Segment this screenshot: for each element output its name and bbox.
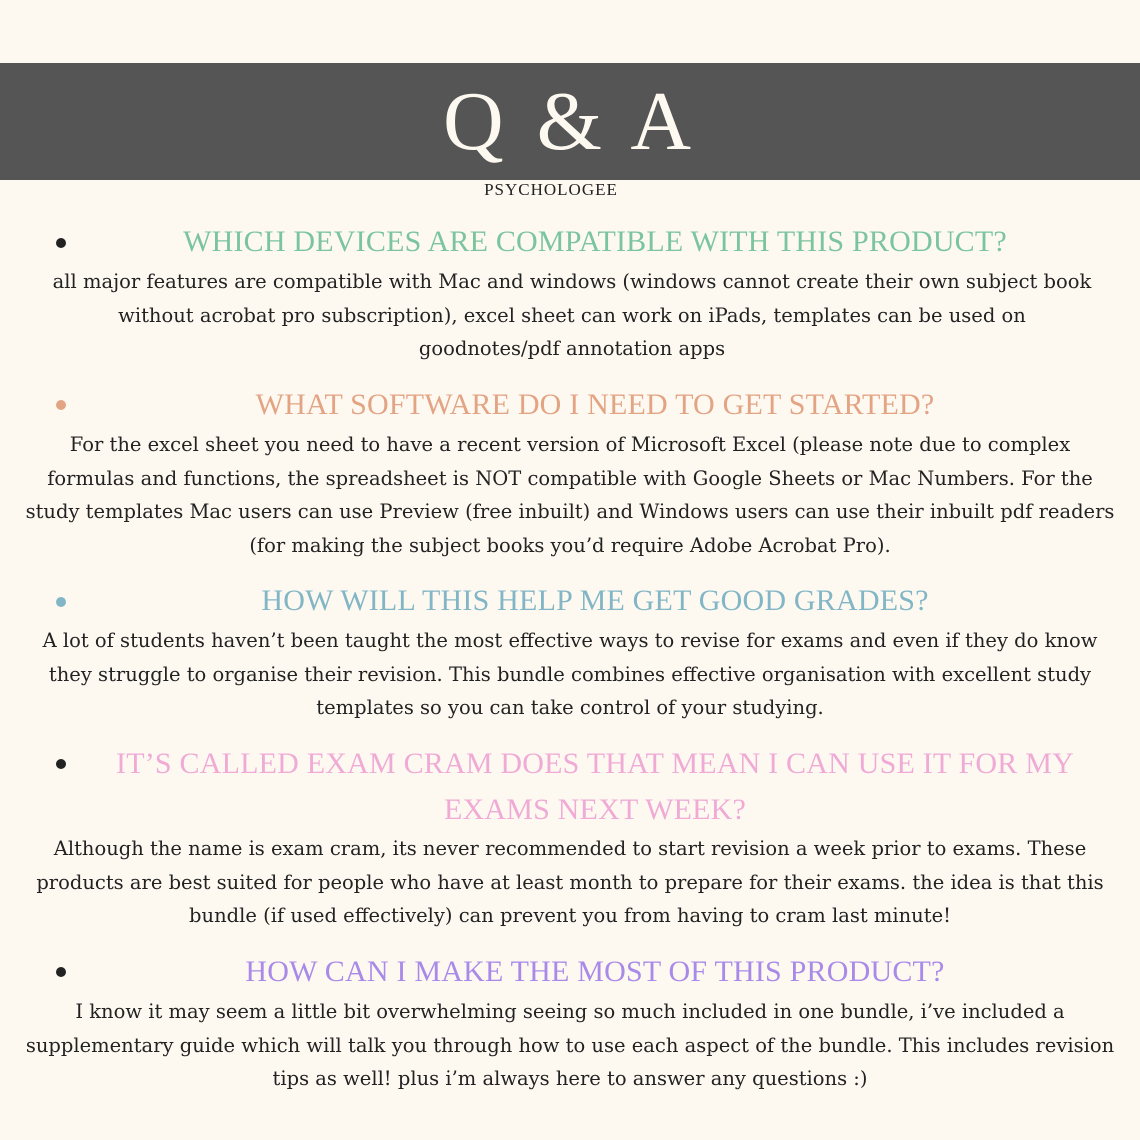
faq-question-3: HOW WILL THIS HELP ME GET GOOD GRADES? (261, 584, 929, 617)
page-title: Q & A (442, 75, 698, 168)
brand-subtitle: PSYCHOLOGEE (484, 180, 618, 199)
faq-answer-1: all major features are compatible with Mac and windows (windows cannot create their own subject book without acrobat pro subscription), excel sheet can work on iPads, templates can be used on goodnotes/pdf annotation apps (52, 270, 1092, 361)
bullet-icon (56, 759, 66, 769)
faq-question-4: IT’S CALLED EXAM CRAM DOES THAT MEAN I CAN USE IT FOR MY EXAMS NEXT WEEK? (116, 747, 1074, 826)
faq-answer-2: For the excel sheet you need to have a recent version of Microsoft Excel (please note due to complex formulas and functions, the spreadsheet is NOT compatible with Google Sheets or Mac Numbers. For the study templates Mac users can use Preview (free inbuilt) and Windows users can use their inbuilt pdf readers (for making the subject books you’d require Adobe Acrobat Pro). (25, 433, 1115, 558)
faq-question-5: HOW CAN I MAKE THE MOST OF THIS PRODUCT? (245, 955, 945, 988)
faq-answer-4: Although the name is exam cram, its never recommended to start revision a week prior to exams. These products are best suited for people who have at least month to prepare for their exams. the idea is that this bundle (if used effectively) can prevent you from having to cram last minute! (36, 837, 1104, 928)
faq-answer-3: A lot of students haven’t been taught the most effective ways to revise for exams and even if they do know they struggle to organise their revision. This bundle combines effective organisation with excellent study templates so you can take control of your studying. (42, 629, 1098, 720)
faq-question-1: WHICH DEVICES ARE COMPATIBLE WITH THIS PRODUCT? (183, 225, 1007, 258)
faq-question-2: WHAT SOFTWARE DO I NEED TO GET STARTED? (255, 388, 935, 421)
faq-answer-5: I know it may seem a little bit overwhelming seeing so much included in one bundle, i’ve included a supplementary guide which will talk you through how to use each aspect of the bundle. This includes revision tips as well! plus i’m always here to answer any questions :) (25, 1000, 1115, 1091)
